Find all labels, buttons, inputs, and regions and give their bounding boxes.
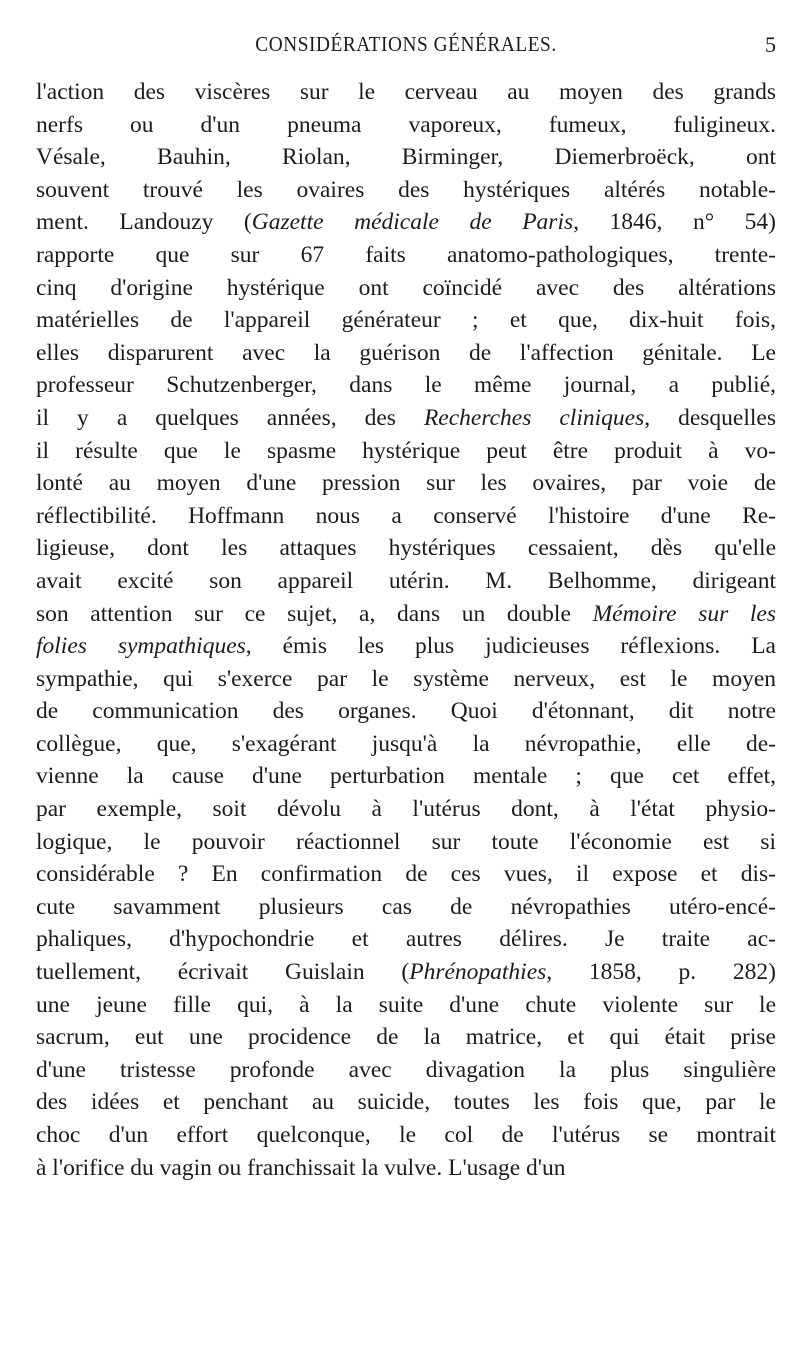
text-segment: l'action des viscères sur le cerveau au moyen des grands: [36, 79, 776, 105]
text-segment: , desquelles: [644, 404, 776, 431]
text-line: [36, 141, 776, 174]
text-segment: , 1858, p. 282): [546, 959, 776, 986]
text-line: [36, 1119, 776, 1152]
text-segment: à l'orifice du vagin ou franchissait la vulve. L'usage d'un: [36, 1154, 566, 1181]
text-segment: par exemple, soit dévolu à l'utérus dont, à l'état physio-: [36, 796, 776, 823]
text-line: [36, 206, 776, 239]
text-segment: considérable ? En confirmation de ces vues, il expose et dis-: [36, 861, 776, 888]
text-segment: sympathie, qui s'exerce par le système nerveux, est le moyen: [36, 665, 776, 692]
text-line: [36, 695, 776, 728]
body-text: [36, 76, 776, 1184]
page-number: 5: [765, 32, 776, 57]
text-line: [36, 1021, 776, 1054]
text-line: [36, 467, 776, 500]
text-segment: souvent trouvé les ovaires des hystériques altérés notable-: [36, 176, 776, 203]
text-segment: de communication des organes. Quoi d'étonnant, dit notre: [36, 698, 776, 725]
text-line: [36, 565, 776, 598]
text-line: [36, 989, 776, 1022]
text-line: [36, 532, 776, 565]
text-segment: Vésale, Bauhin, Riolan, Birminger, Diemerbroëck, ont: [36, 144, 776, 171]
text-line: [36, 663, 776, 696]
text-segment: ment. Landouzy (: [36, 209, 252, 236]
text-segment: matérielles de l'appareil générateur ; et que, dix-huit fois,: [36, 307, 776, 334]
text-line: [36, 598, 776, 631]
italic-segment: folies sympathiques: [36, 633, 246, 660]
text-segment: son attention sur ce sujet, a, dans un double: [36, 600, 593, 627]
italic-segment: Recherches cliniques: [423, 404, 645, 431]
text-segment: rapporte que sur 67 faits anatomo-pathologiques, trente-: [36, 241, 776, 268]
text-segment: phaliques, d'hypochondrie et autres délires. Je traite ac-: [36, 926, 776, 953]
text-segment: logique, le pouvoir réactionnel sur toute l'économie est si: [36, 828, 776, 855]
text-segment: cute savamment plusieurs cas de névropathies utéro-encé-: [36, 893, 776, 920]
text-segment: choc d'un effort quelconque, le col de l'utérus se montrait: [36, 1122, 776, 1148]
text-line: [36, 239, 776, 272]
text-segment: professeur Schutzenberger, dans le même journal, a publié,: [36, 372, 776, 399]
text-line: [36, 793, 776, 826]
text-segment: réflectibilité. Hoffmann nous a conservé l'histoire d'une Re-: [36, 502, 776, 529]
text-line: [36, 369, 776, 402]
text-line: [36, 337, 776, 370]
text-line: [36, 1086, 776, 1119]
text-line: [36, 304, 776, 337]
text-line: [36, 728, 776, 761]
text-line: [36, 630, 776, 663]
text-segment: tuellement, écrivait Guislain (: [36, 959, 410, 986]
text-line: [36, 174, 776, 207]
text-segment: lonté au moyen d'une pression sur les ovaires, par voie de: [36, 470, 776, 497]
text-segment: , émis les plus judicieuses réflexions. La: [245, 633, 776, 660]
text-line: [36, 435, 776, 468]
text-segment: il y a quelques années, des: [36, 404, 424, 431]
text-segment: avait excité son appareil utérin. M. Belhomme, dirigeant: [36, 567, 776, 594]
text-segment: nerfs ou d'un pneuma vaporeux, fumeux, fuligineux.: [36, 111, 776, 138]
text-segment: d'une tristesse profonde avec divagation la plus singulière: [36, 1056, 776, 1083]
text-line: [36, 826, 776, 859]
text-segment: sacrum, eut une procidence de la matrice, et qui était prise: [36, 1024, 776, 1051]
text-line: [36, 402, 776, 435]
text-line: [36, 956, 776, 989]
running-title: CONSIDÉRATIONS GÉNÉRALES.: [255, 32, 557, 56]
text-line: [36, 923, 776, 956]
text-segment: , 1846, n° 54): [573, 209, 776, 236]
text-line: [36, 858, 776, 891]
text-line: [36, 109, 776, 142]
text-line: [36, 500, 776, 533]
running-head: [36, 32, 776, 62]
text-line: [36, 891, 776, 924]
text-line: [36, 272, 776, 305]
text-segment: collègue, que, s'exagérant jusqu'à la névropathie, elle de-: [36, 730, 776, 757]
italic-segment: Mémoire sur les: [592, 600, 776, 627]
text-line: [36, 760, 776, 793]
text-segment: cinq d'origine hystérique ont coïncidé avec des altérations: [36, 274, 776, 301]
text-segment: une jeune fille qui, à la suite d'une chute violente sur le: [36, 991, 776, 1018]
text-segment: il résulte que le spasme hystérique peut être produit à vo-: [36, 437, 776, 464]
text-segment: vienne la cause d'une perturbation mentale ; que cet effet,: [36, 763, 776, 790]
text-segment: des idées et penchant au suicide, toutes les fois que, par le: [36, 1089, 776, 1116]
italic-segment: Gazette médicale de Paris: [251, 209, 574, 236]
text-line: [36, 76, 776, 109]
text-segment: elles disparurent avec la guérison de l'affection génitale. Le: [36, 339, 776, 366]
text-line: [36, 1054, 776, 1087]
italic-segment: Phrénopathies: [409, 959, 547, 986]
text-line: [36, 1152, 776, 1185]
text-segment: ligieuse, dont les attaques hystériques cessaient, dès qu'elle: [36, 535, 776, 562]
